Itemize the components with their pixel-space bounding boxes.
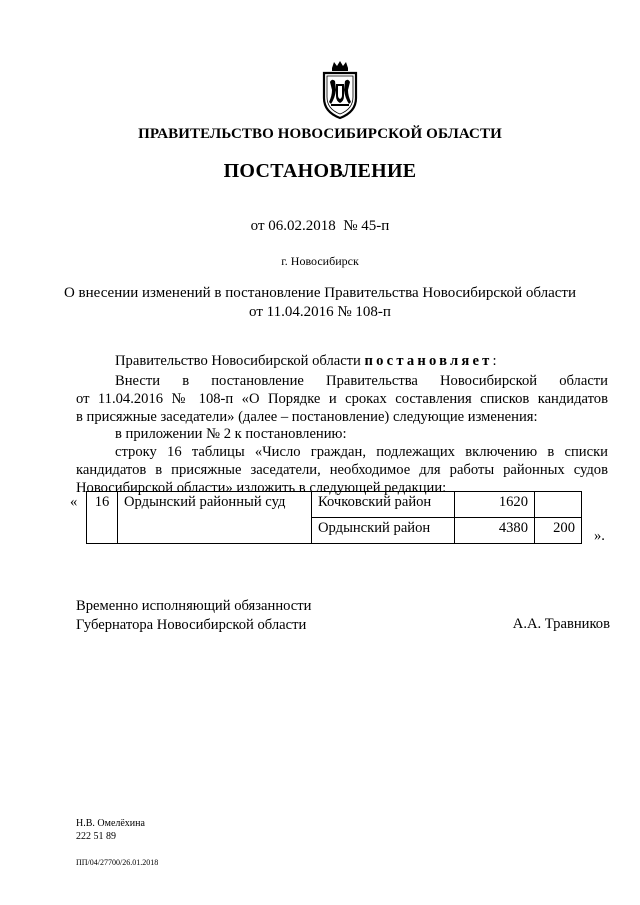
decree-end: :	[492, 353, 497, 369]
row-number-cell: 16	[87, 492, 118, 544]
district-cell: Кочковский район	[312, 492, 455, 518]
organization-title: ПРАВИТЕЛЬСТВО НОВОСИБИРСКОЙ ОБЛАСТИ	[138, 126, 502, 142]
document-code: ПП/04/27700/26.01.2018	[76, 858, 159, 867]
decree-word: постановляет	[364, 353, 493, 369]
document-type: ПОСТАНОВЛЕНИЕ	[223, 160, 417, 182]
coat-of-arms-icon	[318, 60, 362, 120]
close-quote: ».	[594, 528, 605, 544]
subject-title	[0, 284, 640, 322]
signatory-title-line-1: Временно исполняющий обязанности	[76, 598, 312, 614]
item1-line-3: в присяжные заседатели» (далее – постановление) следующие изменения:	[76, 409, 538, 425]
item3-line-3: Новосибирской области» изложить в следующей редакции:	[76, 480, 447, 496]
executor-name: Н.В. Омелёхина	[76, 818, 145, 829]
value2-cell: 200	[535, 518, 582, 544]
value1-cell: 4380	[455, 518, 535, 544]
item3-line-2: кандидатов в присяжные заседатели, необходимое для работы районных судов	[76, 462, 608, 478]
signatory-title-line-2: Губернатора Новосибирской области	[76, 617, 307, 633]
court-cell: Ордынский районный суд	[118, 492, 312, 544]
date-number-line: от 06.02.2018 № 45-п	[250, 218, 390, 234]
value1-cell: 1620	[455, 492, 535, 518]
district-cell: Ордынский район	[312, 518, 455, 544]
executor-block	[76, 817, 145, 843]
city: г. Новосибирск	[281, 254, 359, 268]
signatory-title	[76, 597, 311, 635]
item1-line-1: Внести в постановление Правительства Новосибирской области	[115, 373, 608, 389]
open-quote: «	[70, 494, 78, 510]
value2-cell	[535, 492, 582, 518]
item2-paragraph: в приложении № 2 к постановлению:	[115, 426, 347, 442]
decree-paragraph	[76, 352, 608, 370]
subject-line-1: О внесении изменений в постановление Правительства Новосибирской области	[63, 285, 577, 301]
item3-line-1: строку 16 таблицы «Число граждан, подлежащих включению в списки	[115, 444, 608, 460]
decree-lead: Правительство Новосибирской области	[115, 353, 365, 369]
item1-paragraph	[76, 372, 608, 426]
subject-line-2: от 11.04.2016 № 108-п	[249, 304, 391, 320]
signatory-name: А.А. Травников	[512, 616, 610, 632]
table-row	[87, 492, 582, 518]
item1-line-2: от 11.04.2016 № 108-п «О Порядке и сроках составления списков кандидатов	[76, 391, 608, 407]
executor-phone: 222 51 89	[76, 831, 116, 842]
amendment-table	[86, 491, 582, 544]
item3-paragraph	[76, 443, 608, 497]
